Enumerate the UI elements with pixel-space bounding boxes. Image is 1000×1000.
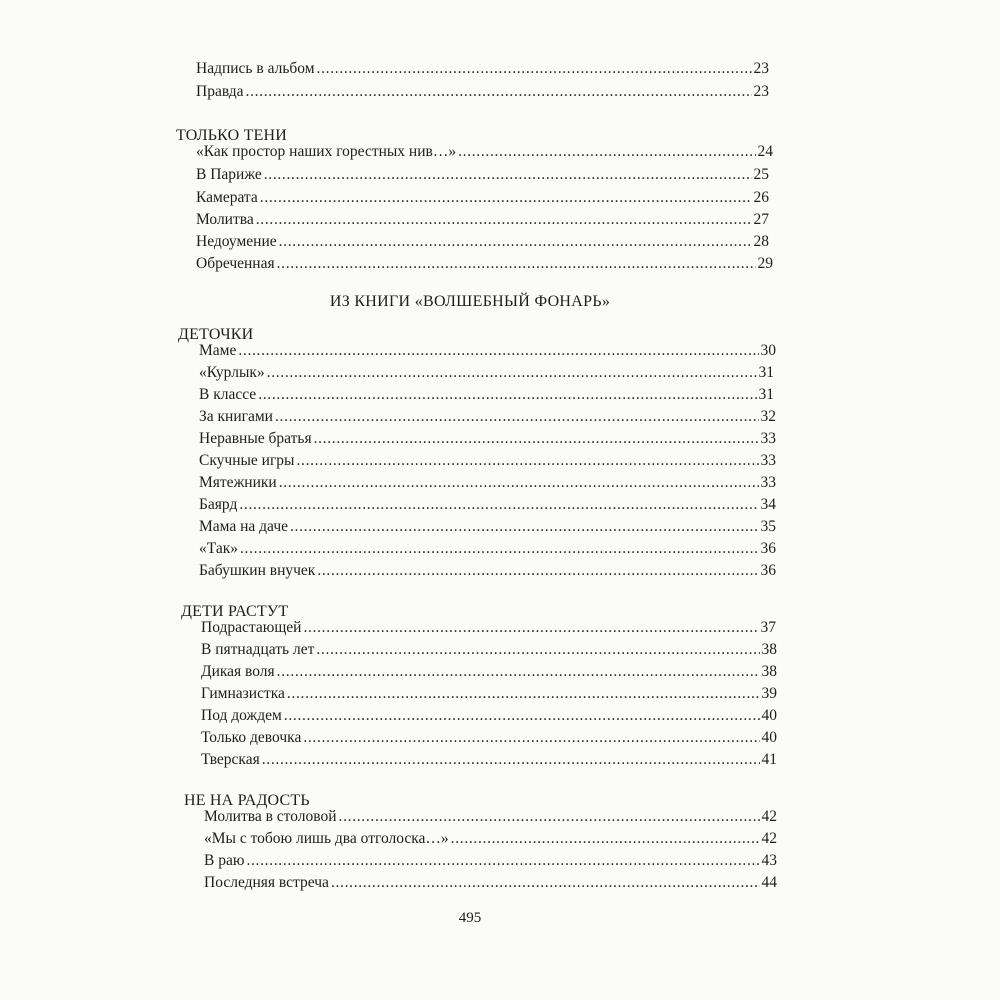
entry-page: 40 [761, 707, 777, 724]
entry-page: 23 [753, 60, 769, 77]
leader-dots [314, 429, 759, 449]
entry-page: 23 [753, 83, 769, 100]
entry-page: 44 [761, 874, 777, 891]
toc-entry [199, 385, 774, 405]
entry-page: 33 [760, 474, 776, 491]
entry-title: «Так» [199, 540, 238, 557]
toc-entry [199, 539, 776, 559]
entry-page: 30 [760, 342, 776, 359]
entry-title: «Мы с тобою лишь два отголоска…» [204, 830, 449, 847]
entry-page: 28 [753, 233, 769, 250]
entry-title: Последняя встреча [204, 874, 329, 891]
entry-page: 27 [753, 211, 769, 228]
leader-dots [275, 407, 759, 427]
section-heading: ТОЛЬКО ТЕНИ [176, 127, 288, 144]
toc-entry [201, 684, 777, 704]
entry-title: Молитва [196, 211, 254, 228]
book-title: ИЗ КНИГИ «ВОЛШЕБНЫЙ ФОНАРЬ» [329, 293, 611, 310]
entry-page: 38 [761, 641, 777, 658]
leader-dots [290, 517, 759, 537]
section-heading: НЕ НА РАДОСТЬ [184, 792, 310, 809]
leader-dots [260, 188, 752, 208]
entry-page: 40 [761, 729, 777, 746]
toc-entry [196, 254, 773, 274]
entry-title: Скучные игры [199, 452, 295, 469]
leader-dots [239, 495, 758, 515]
entry-title: Под дождем [201, 707, 282, 724]
toc-entry [196, 165, 769, 185]
entry-title: Неравные братья [199, 430, 312, 447]
toc-entry [199, 363, 774, 383]
leader-dots [264, 165, 752, 185]
leader-dots [303, 618, 758, 638]
leader-dots [331, 873, 760, 893]
entry-title: Дикая воля [201, 663, 275, 680]
leader-dots [303, 728, 759, 748]
entry-page: 26 [753, 189, 769, 206]
leader-dots [317, 561, 758, 581]
toc-entry [201, 750, 777, 770]
toc-entry [196, 82, 769, 102]
leader-dots [279, 232, 752, 252]
entry-page: 24 [757, 143, 773, 160]
entry-title: Недоумение [196, 233, 277, 250]
leader-dots [316, 640, 759, 660]
entry-page: 34 [760, 496, 776, 513]
toc-entry [199, 407, 776, 427]
leader-dots [262, 750, 760, 770]
toc-entry [199, 495, 776, 515]
leader-dots [240, 539, 759, 559]
entry-page: 31 [758, 386, 774, 403]
entry-title: В классе [199, 386, 257, 403]
leader-dots [317, 59, 752, 79]
entry-title: Тверская [201, 751, 260, 768]
leader-dots [238, 341, 758, 361]
entry-page: 33 [760, 452, 776, 469]
leader-dots [277, 254, 756, 274]
entry-title: Баярд [199, 496, 238, 513]
section-heading: ДЕТИ РАСТУТ [181, 603, 289, 620]
toc-entry [199, 517, 776, 537]
entry-title: За книгами [199, 408, 273, 425]
toc-entry [204, 807, 777, 827]
leader-dots [339, 807, 760, 827]
section-heading: ДЕТОЧКИ [178, 326, 254, 343]
toc-entry [201, 706, 777, 726]
entry-title: «Как простор наших горестных нив…» [196, 143, 457, 160]
toc-entry [196, 188, 769, 208]
entry-page: 39 [761, 685, 777, 702]
entry-title: Правда [196, 83, 244, 100]
toc-entry [201, 728, 777, 748]
entry-page: 38 [761, 663, 777, 680]
toc-entry [199, 429, 776, 449]
entry-title: Только девочка [201, 729, 302, 746]
leader-dots [451, 829, 760, 849]
entry-title: Бабушкин внучек [199, 562, 316, 579]
toc-entry [199, 451, 776, 471]
leader-dots [279, 473, 759, 493]
leader-dots [267, 363, 757, 383]
entry-page: 36 [760, 562, 776, 579]
entry-page: 37 [760, 619, 776, 636]
entry-page: 36 [760, 540, 776, 557]
entry-title: Подрастающей [201, 619, 302, 636]
leader-dots [246, 82, 752, 102]
entry-title: Мятежники [199, 474, 277, 491]
leader-dots [458, 142, 755, 162]
entry-title: Надпись в альбом [196, 60, 315, 77]
entry-page: 42 [761, 830, 777, 847]
toc-entry [196, 59, 769, 79]
leader-dots [258, 385, 756, 405]
entry-page: 42 [761, 808, 777, 825]
leader-dots [246, 851, 759, 871]
entry-title: Маме [199, 342, 237, 359]
entry-page: 41 [761, 751, 777, 768]
entry-title: В пятнадцать лет [201, 641, 315, 658]
leader-dots [256, 210, 752, 230]
entry-page: 31 [758, 364, 774, 381]
toc-entry [196, 232, 769, 252]
leader-dots [284, 706, 760, 726]
entry-page: 43 [761, 852, 777, 869]
toc-entry [204, 851, 777, 871]
page-number: 495 [458, 910, 482, 926]
toc-entry [204, 873, 777, 893]
toc-entry [199, 341, 776, 361]
leader-dots [296, 451, 758, 471]
entry-title: Мама на даче [199, 518, 288, 535]
leader-dots [287, 684, 760, 704]
toc-entry [196, 210, 769, 230]
toc-entry [204, 829, 777, 849]
toc-entry [196, 142, 773, 162]
entry-page: 32 [760, 408, 776, 425]
toc-entry [199, 473, 776, 493]
entry-page: 33 [760, 430, 776, 447]
entry-page: 25 [753, 166, 769, 183]
toc-entry [201, 662, 777, 682]
entry-title: Обреченная [196, 255, 275, 272]
entry-page: 35 [760, 518, 776, 535]
entry-title: В раю [204, 852, 245, 869]
entry-title: Молитва в столовой [204, 808, 337, 825]
leader-dots [277, 662, 760, 682]
entry-title: Гимназистка [201, 685, 285, 702]
toc-entry [201, 640, 777, 660]
toc-entry [199, 561, 776, 581]
entry-title: В Париже [196, 166, 262, 183]
toc-entry [201, 618, 776, 638]
entry-title: Камерата [196, 189, 258, 206]
entry-page: 29 [757, 255, 773, 272]
entry-title: «Курлык» [199, 364, 265, 381]
